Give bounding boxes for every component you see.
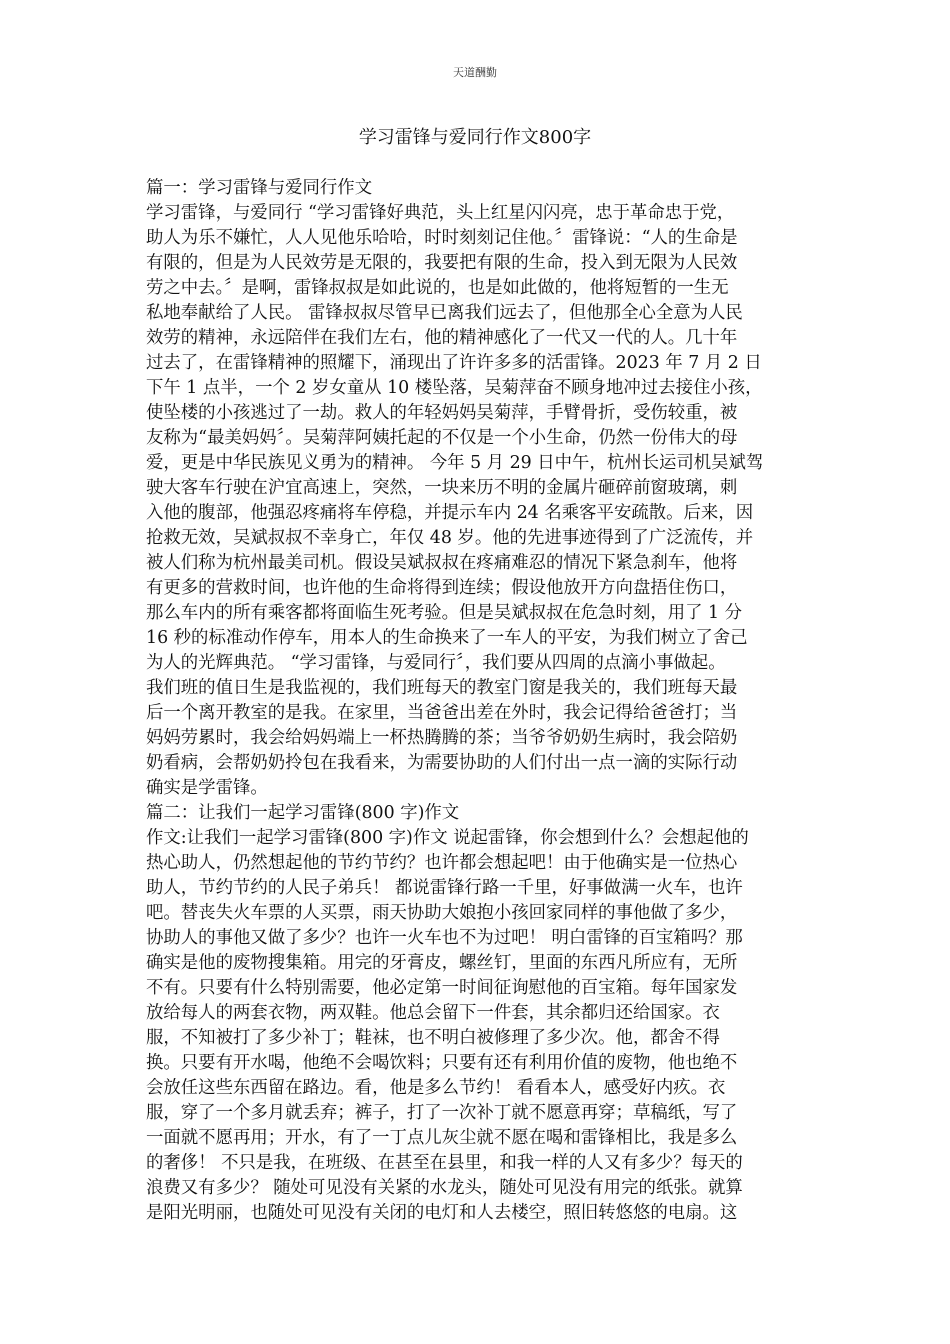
text-line: 被人们称为杭州最美司机。假设吴斌叔叔在疼痛难忍的情况下紧急刹车，他将 [146,553,738,573]
text-line: 我们班的值日生是我监视的，我们班每天的教室门窗是我关的，我们班每天最 [146,678,738,698]
text-line: 会放任这些东西留在路边。看，他是多么节约！ 看看本人，感受好内疚。衣 [146,1078,726,1098]
document-title: 学习雷锋与爱同行作文800字 [358,127,592,148]
text-line: 那么车内的所有乘客都将面临生死考验。但是吴斌叔叔在危急时刻，用了 1 分 [146,603,743,623]
text-line: 助人，节约节约的人民子弟兵！ 都说雷锋行路一千里，好事做满一火车，也许 [146,878,743,898]
text-line: 下午 1 点半，一个 2 岁女童从 10 楼坠落，吴菊萍奋不顾身地冲过去接住小孩， [146,378,763,398]
text-line: 放给每人的两套衣物，两双鞋。他总会留下一件套，其余都归还给国家。衣 [146,1003,720,1023]
text-line: 后一个离开教室的是我。在家里，当爸爸出差在外时，我会记得给爸爸打；当 [146,703,738,723]
text-line: 换。只要有开水喝，他绝不会喝饮料；只要有还有利用价值的废物，他也绝不 [146,1053,738,1073]
text-line: 助人为乐不嫌忙，人人见他乐哈哈，时时刻刻记住他。〞雷锋说：“人的生命是 [146,228,738,248]
text-line: 有更多的营救时间，也许他的生命将得到连续；假设他放开方向盘捂住伤口， [146,578,738,598]
text-line: 篇二：让我们一起学习雷锋(800 字)作文 [146,803,460,823]
text-line: 学习雷锋，与爱同行 “学习雷锋好典范，头上红星闪闪亮，忠于革命忠于党， [146,203,735,223]
text-line: 协助人的事他又做了多少？也许一火车也不为过吧！ 明白雷锋的百宝箱吗？那 [146,928,743,948]
text-line: 友称为“最美妈妈〞。吴菊萍阿姨托起的不仅是一个小生命，仍然一份伟大的母 [146,428,738,448]
text-line: 妈妈劳累时，我会给妈妈端上一杯热腾腾的茶；当爷爷奶奶生病时，我会陪奶 [146,728,738,748]
text-line: 使坠楼的小孩逃过了一劫。救人的年轻妈妈吴菊萍，手臂骨折，受伤较重，被 [146,403,738,423]
text-line: 16 秒的标准动作停车，用本人的生命换来了一车人的平安，为我们树立了舍己 [146,628,748,648]
text-line: 篇一：学习雷锋与爱同行作文 [146,178,373,198]
text-line: 是阳光明丽，也随处可见没有关闭的电灯和人去楼空，照旧转悠悠的电扇。这 [146,1203,738,1223]
text-line: 确实是他的废物搜集箱。用完的牙膏皮，螺丝钉，里面的东西凡所应有，无所 [146,953,738,973]
text-line: 不有。只要有什么特别需要，他必定第一时间征询慰他的百宝箱。每年国家发 [146,978,738,998]
page-header: 天道酬勤 [453,66,497,79]
text-line: 劳之中去。〞是啊，雷锋叔叔是如此说的，也是如此做的，他将短暂的一生无 [146,278,729,298]
text-line: 爱，更是中华民族见义勇为的精神。 今年 5 月 29 日中午，杭州长运司机吴斌驾 [146,453,764,473]
text-line: 吧。替丧失火车票的人买票，雨天协助大娘抱小孩回家同样的事他做了多少， [146,903,738,923]
text-line: 入他的腹部，他强忍疼痛将车停稳，并提示车内 24 名乘客平安疏散。后来，因 [146,503,754,523]
text-line: 作文:让我们一起学习雷锋(800 字)作文 说起雷锋，你会想到什么？会想起他的 [146,828,749,848]
text-line: 驶大客车行驶在沪宜高速上，突然，一块来历不明的金属片砸碎前窗玻璃，刺 [146,478,738,498]
text-line: 浪费又有多少？ 随处可见没有关紧的水龙头，随处可见没有用完的纸张。就算 [146,1178,743,1198]
text-line: 为人的光辉典范。 “学习雷锋，与爱同行〞，我们要从四周的点滴小事做起。 [146,653,726,673]
text-line: 一面就不愿再用；开水，有了一丁点儿灰尘就不愿在喝和雷锋相比，我是多么 [146,1128,738,1148]
text-line: 服，不知被打了多少补丁；鞋袜，也不明白被修理了多少次。他，都舍不得 [146,1028,720,1048]
text-line: 的奢侈！ 不只是我，在班级、在甚至在县里，和我一样的人又有多少？每天的 [146,1153,743,1173]
text-line: 过去了，在雷锋精神的照耀下，涌现出了许许多多的活雷锋。2023 年 7 月 2 日 [146,353,762,373]
text-line: 私地奉献给了人民。 雷锋叔叔尽管早已离我们远去了，但他那全心全意为人民 [146,303,743,323]
text-line: 确实是学雷锋。 [146,778,268,798]
text-line: 热心助人，仍然想起他的节约节约？也许都会想起吧！由于他确实是一位热心 [146,853,738,873]
text-line: 效劳的精神，永远陪伴在我们左右，他的精神感化了一代又一代的人。几十年 [146,328,738,348]
document-body [146,176,810,1226]
text-line: 奶看病，会帮奶奶拎包在我看来，为需要协助的人们付出一点一滴的实际行动 [146,753,738,773]
text-line: 服，穿了一个多月就丢弃；裤子，打了一次补丁就不愿意再穿；草稿纸，写了 [146,1103,738,1123]
text-line: 抢救无效，吴斌叔叔不幸身亡，年仅 48 岁。他的先进事迹得到了广泛流传，并 [146,528,754,548]
text-line: 有限的，但是为人民效劳是无限的，我要把有限的生命，投入到无限为人民效 [146,253,738,273]
